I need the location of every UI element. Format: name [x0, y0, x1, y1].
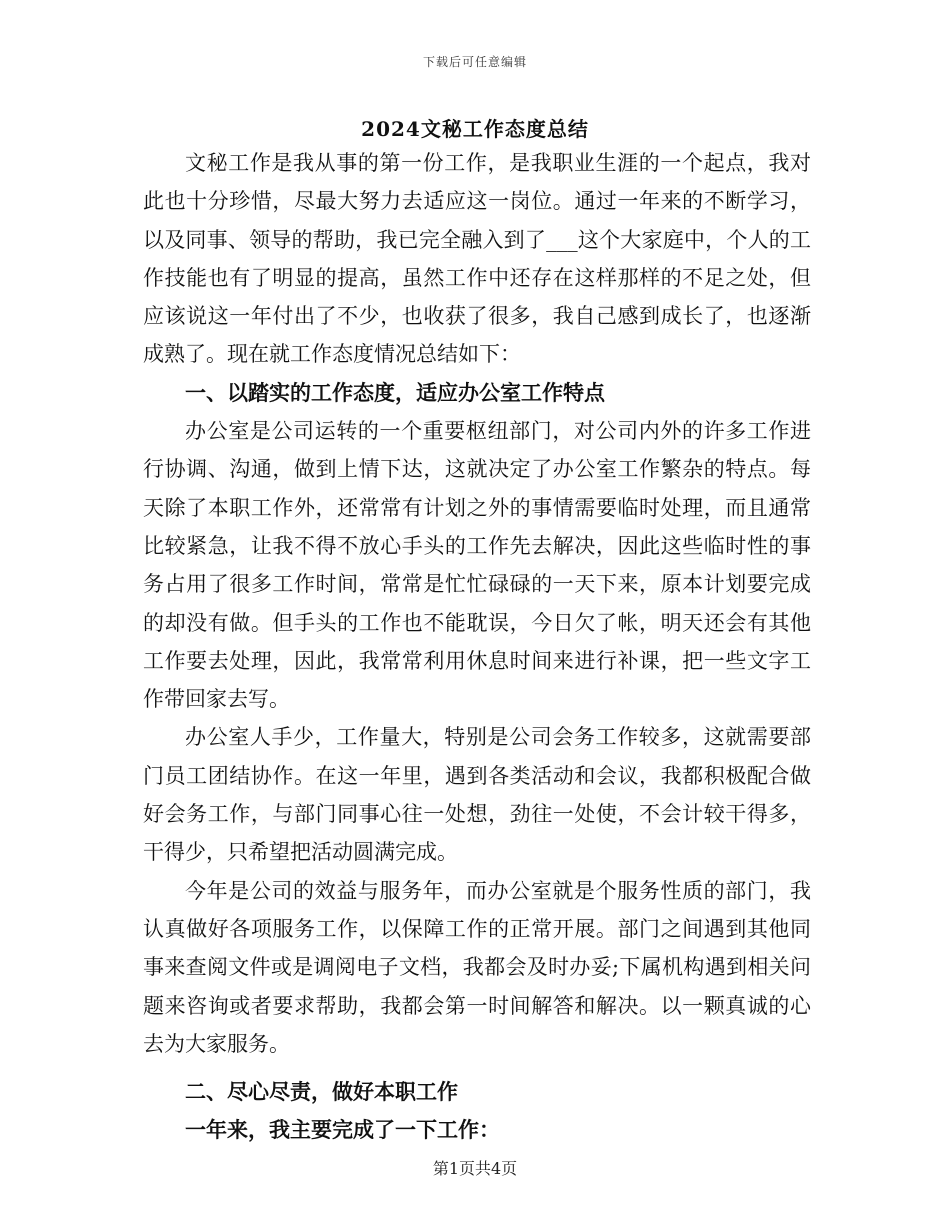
- document-title: 2024文秘工作态度总结: [361, 117, 589, 141]
- paragraph-teamwork: 办公室人手少，工作量大，特别是公司会务工作较多，这就需要部门员工团结协作。在这一年里，遇到各类活动和会议，我都积极配合做好会务工作，与部门同事心往一处想，劲往一处使，不会计较干得多，干得少，只希望把活动圆满完成。: [143, 725, 811, 865]
- paragraph-intro: 文秘工作是我从事的第一份工作，是我职业生涯的一个起点，我对此也十分珍惜，尽最大努力去适应这一岗位。通过一年来的不断学习，以及同事、领导的帮助，我已完全融入到了___这个大家庭中，个人的工作技能也有了明显的提高，虽然工作中还存在这样那样的不足之处，但应该说这一年付出了不少，也收获了很多，我自己感到成长了，也逐渐成熟了。现在就工作态度情况总结如下：: [143, 151, 811, 367]
- page-header: 下载后可任意编辑: [422, 55, 527, 69]
- subheading-work-list: 一年来，我主要完成了一下工作：: [185, 1117, 500, 1143]
- section-heading-1: 一、以踏实的工作态度，适应办公室工作特点: [185, 379, 605, 405]
- section-heading-2: 二、尽心尽责，做好本职工作: [185, 1079, 458, 1105]
- page-footer: 第1页共4页: [432, 1159, 518, 1178]
- paragraph-office-role: 办公室是公司运转的一个重要枢纽部门，对公司内外的许多工作进行协调、沟通，做到上情下达，这就决定了办公室工作繁杂的特点。每天除了本职工作外，还常常有计划之外的事情需要临时处理，而且通常比较紧急，让我不得不放心手头的工作先去解决，因此这些临时性的事务占用了很多工作时间，常常是忙忙碌碌的一天下来，原本计划要完成的却没有做。但手头的工作也不能耽误，今日欠了帐，明天还会有其他工作要去处理，因此，我常常利用休息时间来进行补课，把一些文字工作带回家去写。: [143, 419, 811, 712]
- document-body: [143, 144, 811, 1150]
- paragraph-service: 今年是公司的效益与服务年，而办公室就是个服务性质的部门，我认真做好各项服务工作，以保障工作的正常开展。部门之间遇到其他同事来查阅文件或是调阅电子文档，我都会及时办妥;下属机构遇到相关问题来咨询或者要求帮助，我都会第一时间解答和解决。以一颗真诚的心去为大家服务。: [143, 878, 811, 1056]
